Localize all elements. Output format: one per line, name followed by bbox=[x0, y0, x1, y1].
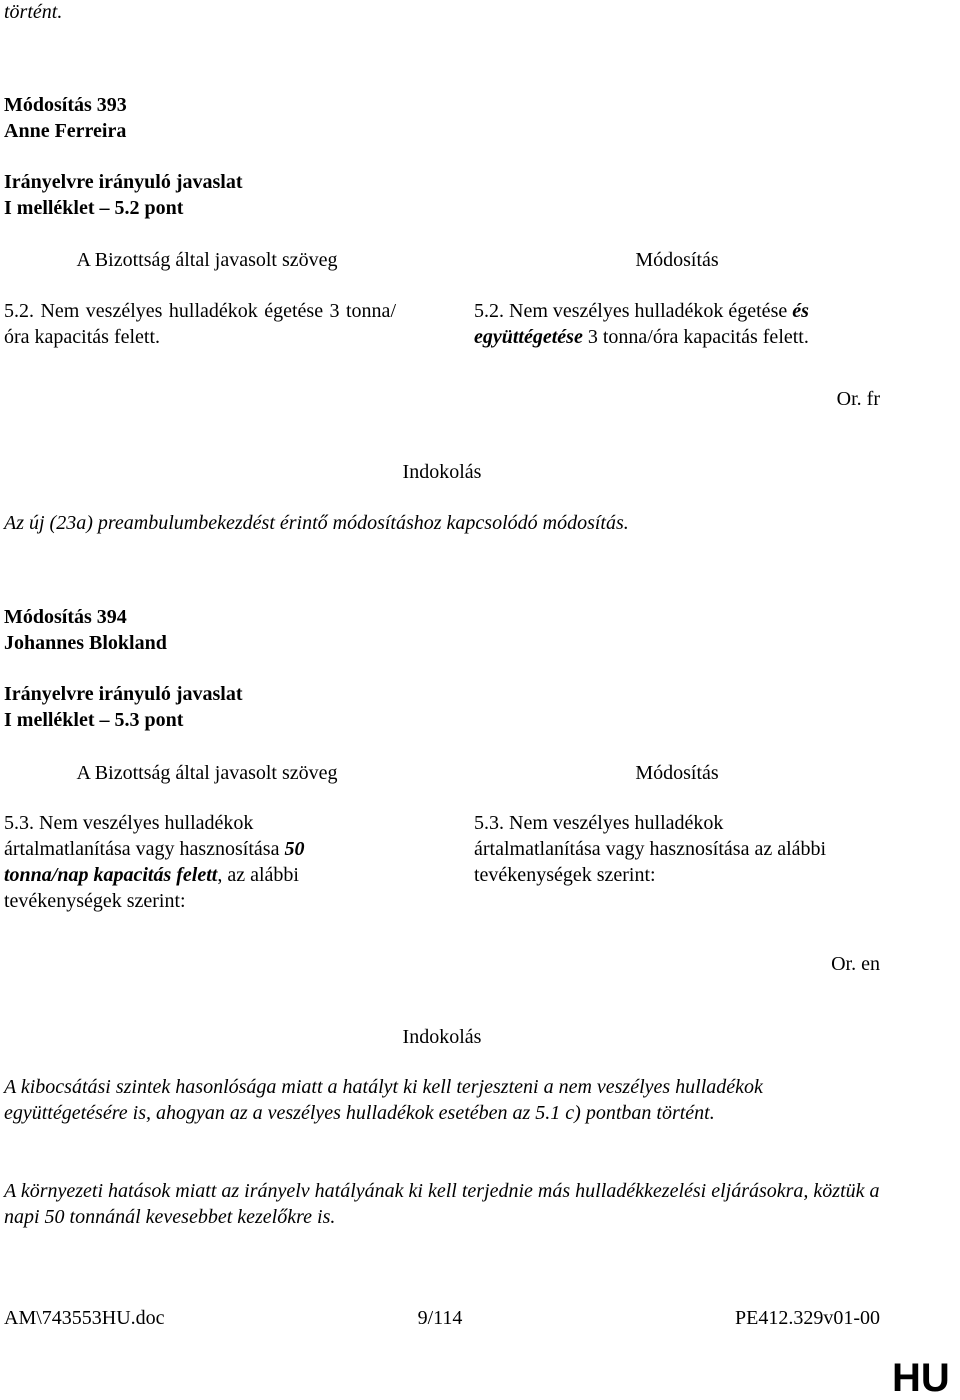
amendment-author: Johannes Blokland bbox=[4, 632, 167, 654]
commission-text-pre: 5.3. Nem veszélyes hulladékok ártalmatlanítása vagy hasznosítása bbox=[4, 812, 285, 860]
commission-text: 5.2. Nem veszélyes hulladékok égetése 3 tonna/óra kapacitás felett. bbox=[4, 300, 396, 348]
amended-text: 5.3. Nem veszélyes hulladékok ártalmatlanítása vagy hasznosítása az alábbi tevékenységek szerint: bbox=[474, 812, 827, 886]
justification-heading: Indokolás bbox=[402, 1026, 482, 1048]
original-language: Or. fr bbox=[836, 388, 880, 410]
col-heading-amendment: Módosítás bbox=[635, 762, 719, 784]
amendment-number: Módosítás 393 bbox=[4, 94, 127, 116]
language-code: HU bbox=[892, 1356, 950, 1400]
justification-paragraph: Az új (23a) preambulumbekezdést érintő módosításhoz kapcsolódó módosítás. bbox=[4, 512, 629, 534]
amended-text bbox=[474, 298, 880, 350]
amended-text-post: 3 tonna/óra kapacitás felett. bbox=[582, 326, 809, 348]
justification-paragraph: A környezeti hatások miatt az irányelv hatályának ki kell terjednie más hulladékkezelési eljárásokra, köztük a napi 50 tonnánál kevesebbet kezelőkre is. bbox=[4, 1180, 880, 1228]
pe-reference: PE412.329v01-00 bbox=[735, 1307, 880, 1329]
commission-text bbox=[4, 810, 376, 914]
proposal-label: Irányelvre irányuló javaslat bbox=[4, 171, 243, 193]
amendment-location: I melléklet – 5.3 pont bbox=[4, 709, 184, 731]
justification-heading: Indokolás bbox=[402, 461, 482, 483]
amendment-location: I melléklet – 5.2 pont bbox=[4, 197, 184, 219]
amendment-number: Módosítás 394 bbox=[4, 606, 127, 628]
proposal-label: Irányelvre irányuló javaslat bbox=[4, 683, 243, 705]
continued-text-fragment: történt. bbox=[4, 1, 63, 23]
amended-text-pre: 5.2. Nem veszélyes hulladékok égetése bbox=[474, 300, 793, 322]
commission-text-deleted: 50 tonna/nap kapacitás felett bbox=[4, 838, 305, 886]
original-language: Or. en bbox=[831, 953, 880, 975]
amended-text-change: és együttégetése bbox=[474, 300, 809, 348]
col-heading-commission-text: A Bizottság által javasolt szöveg bbox=[76, 762, 338, 784]
page-number: 9/114 bbox=[417, 1307, 463, 1329]
col-heading-commission-text: A Bizottság által javasolt szöveg bbox=[76, 249, 338, 271]
justification-paragraph: A kibocsátási szintek hasonlósága miatt a hatályt ki kell terjeszteni a nem veszélyes hulladékok együttégetésére is, ahogyan az a veszélyes hulladékok esetében az 5.1 c) pontban történt. bbox=[4, 1076, 763, 1124]
amendment-author: Anne Ferreira bbox=[4, 120, 127, 142]
document-reference: AM\743553HU.doc bbox=[4, 1307, 165, 1329]
col-heading-amendment: Módosítás bbox=[635, 249, 719, 271]
commission-text-post: , az alábbi tevékenységek szerint: bbox=[4, 864, 299, 912]
